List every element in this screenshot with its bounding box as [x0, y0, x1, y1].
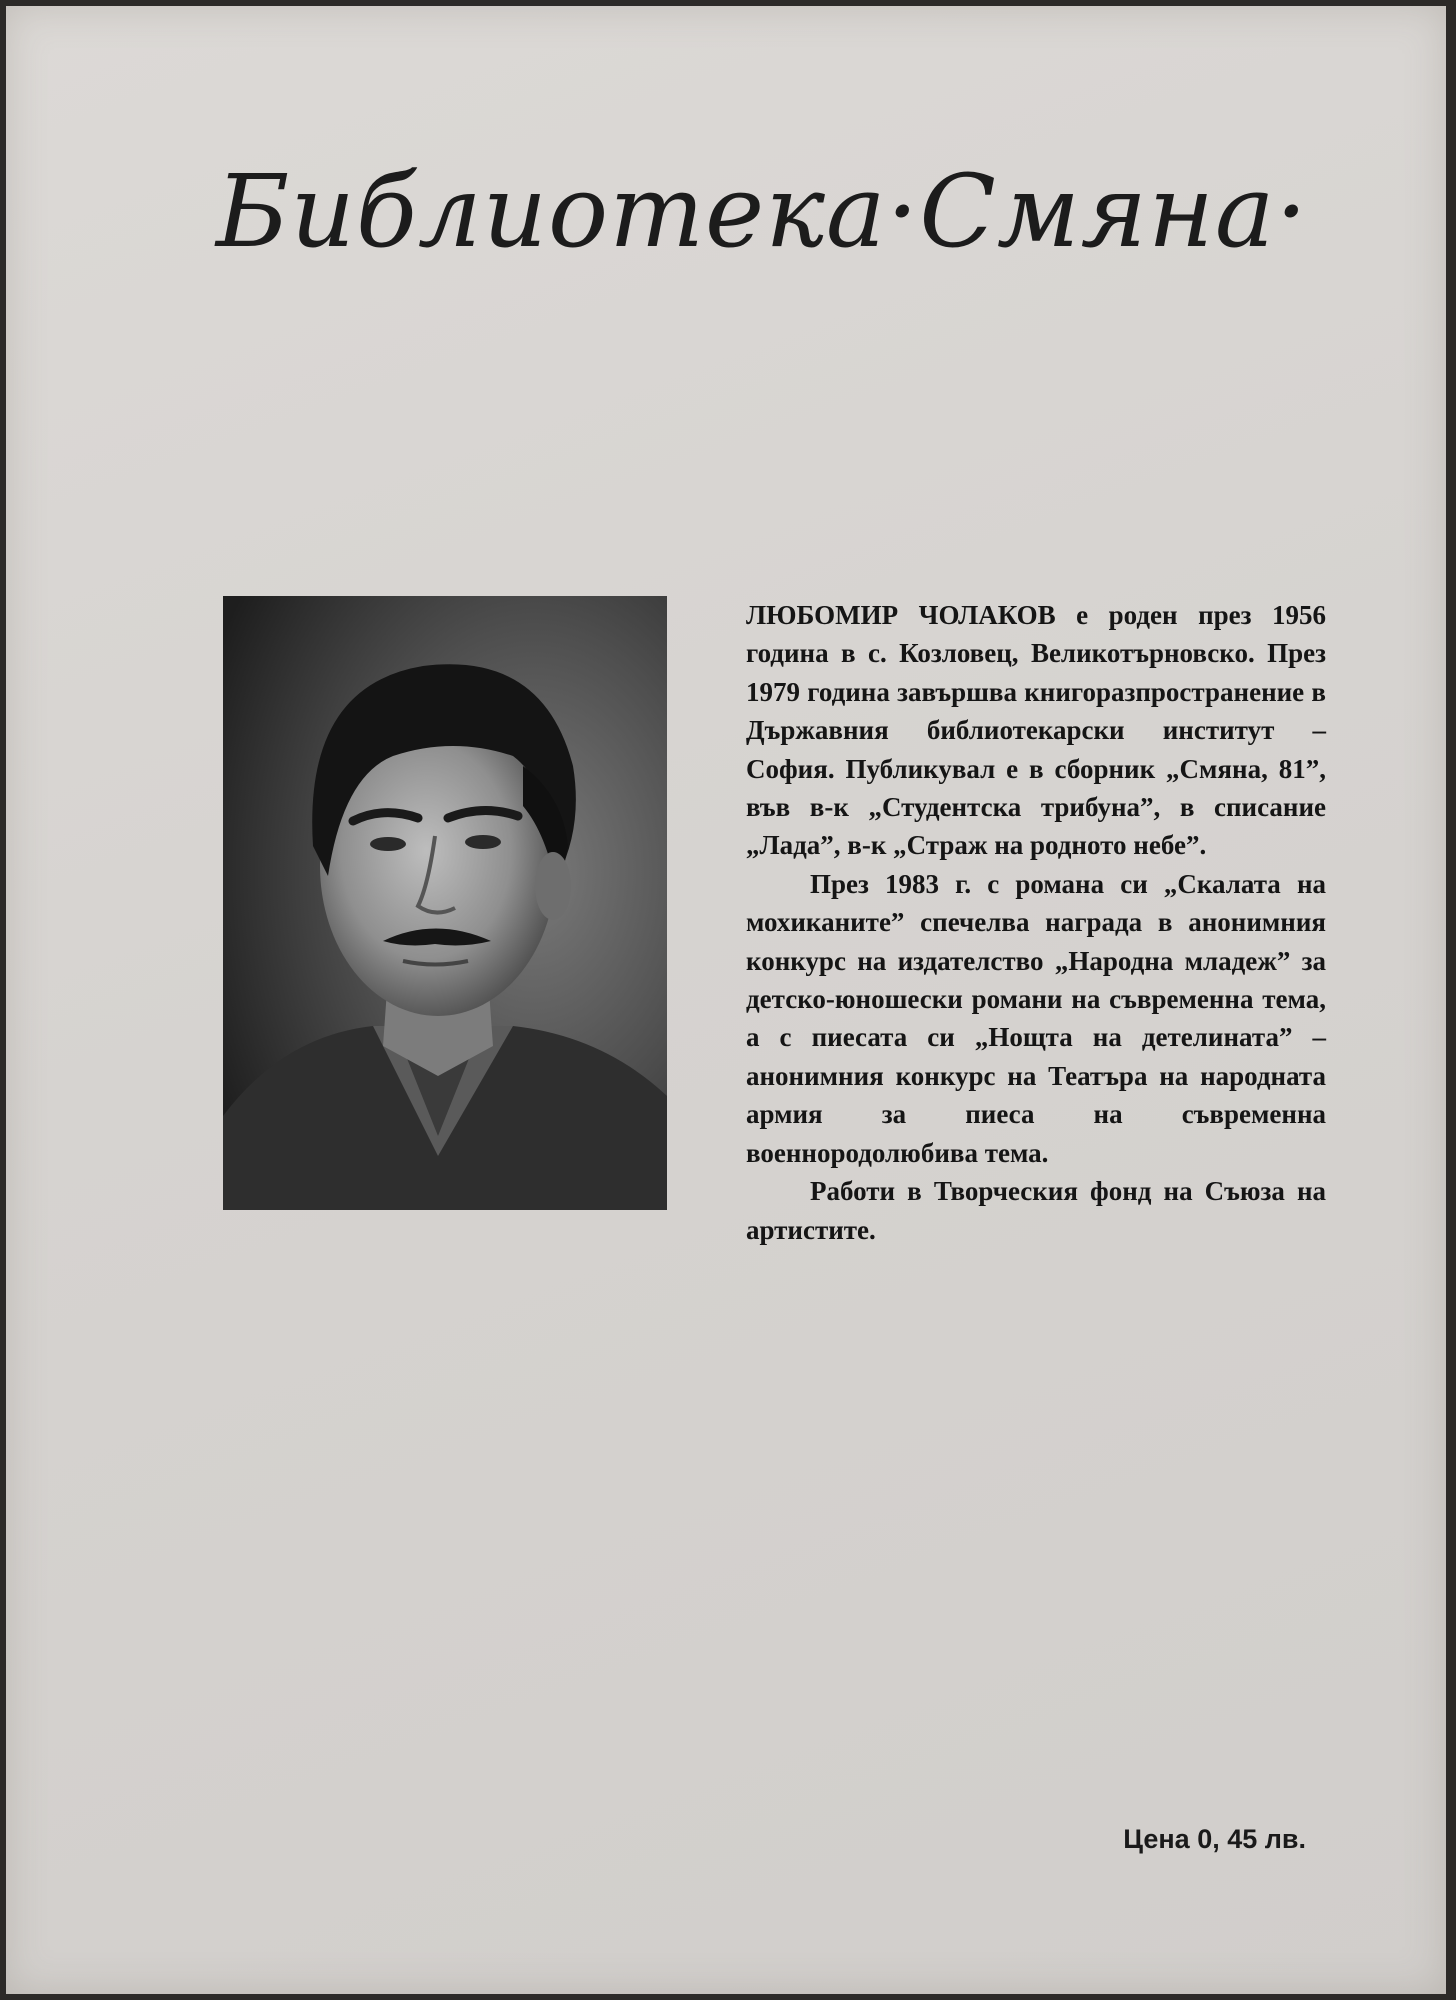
author-name: ЛЮБОМИР ЧОЛАКОВ: [746, 600, 1056, 630]
price-label: Цена 0, 45 лв.: [1123, 1824, 1306, 1854]
author-photo: [223, 596, 667, 1210]
author-portrait-icon: [223, 596, 667, 1210]
series-title: Библиотека·Смяна·: [216, 152, 1309, 270]
bio-paragraph-2: През 1983 г. с романа си „Скалата на мохиканите” спечелва награда в анонимния конкурс на издателство „Народна младеж” за детско-юношески романи на съвременна тема, а с пиесата си „Нощта на детелината” – анонимния конкурс на Театъра на народната армия за пиеса на съвременна военнородолюбива тема.: [746, 868, 1326, 1168]
bio-paragraph-3: Работи в Творческия фонд на Съюза на артистите.: [746, 1176, 1326, 1245]
bio-paragraph-1: [746, 596, 1326, 865]
back-cover: [6, 6, 1446, 1994]
bio-paragraph-1-text: е роден през 1956 година в с. Козловец, Великотърновско. През 1979 година завършва книгоразпространение в Държавния библиотекарски институт – София. Публикувал е в сборник „Смяна, 81”, във в-к „Студентска трибуна”, в списание „Лада”, в-к „Страж на родното небе”.: [746, 600, 1326, 861]
author-biography: [746, 596, 1326, 1249]
